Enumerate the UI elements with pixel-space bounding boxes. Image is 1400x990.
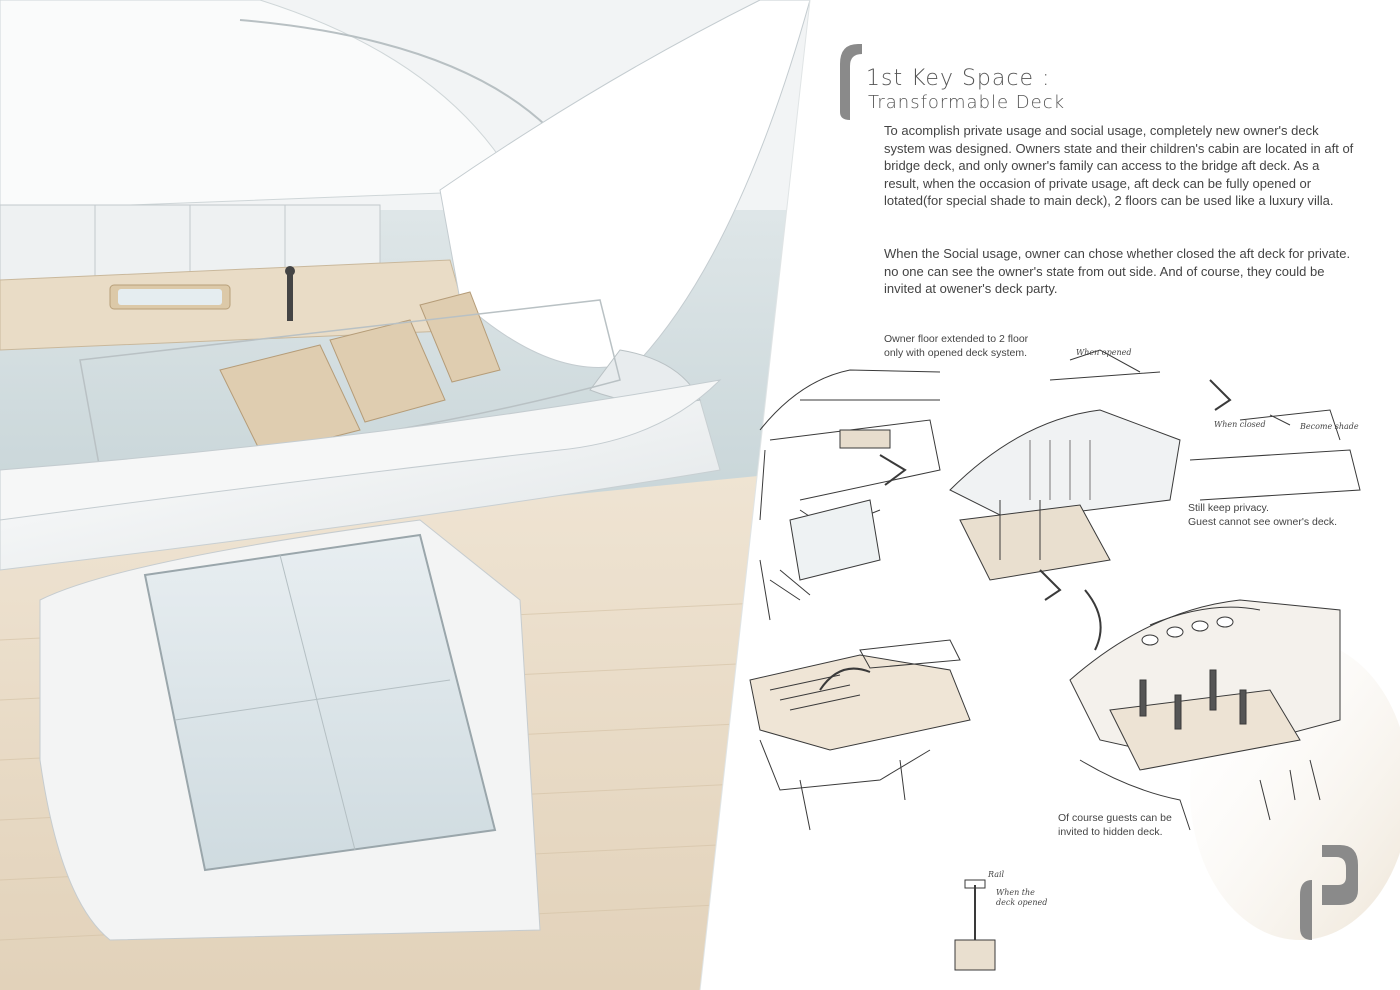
caption-guests-line2: invited to hidden deck. [1058,826,1163,838]
note-rail: Rail [988,870,1005,879]
caption-owner-floor-line2: only with opened deck system. [884,347,1027,359]
paragraph-social-usage: When the Social usage, owner can chose whether closed the aft deck for private. no one can see the owner's state from out side. And of course, they could be invited at owener's deck party. [884,246,1351,296]
paragraph-private-usage: To acomplish private usage and social usage, completely new owner's deck system was designed. Owners state and their children's cabin are located in aft of bridge deck, and only owner's family can access to the bridge aft deck. As a result, when the occasion of private usage, aft deck can be fully opened or lotated(for special shade to main deck), 2 floors can be used like a luxury villa. [884,123,1354,208]
caption-guests-line1: Of course guests can be [1058,812,1172,824]
caption-owner-floor-line1: Owner floor extended to 2 floor [884,333,1029,345]
heading-title: 1st Key Space : [866,66,1051,91]
sketch-opened-deck [760,370,940,620]
caption-privacy-line1: Still keep privacy. [1188,502,1269,514]
note-become-shade: Become shade [1300,422,1359,431]
heading-bracket-icon [840,44,862,120]
note-when-deck-opened: When the deck opened [996,888,1048,907]
sketch-rotating-deck [750,590,1101,970]
sketch-closed-deck [950,350,1360,600]
heading-subtitle: Transformable Deck [868,92,1066,113]
note-when-closed: When closed [1214,420,1266,429]
caption-privacy-line2: Guest cannot see owner's deck. [1188,516,1338,528]
note-when-opened: When opened [1076,348,1132,357]
